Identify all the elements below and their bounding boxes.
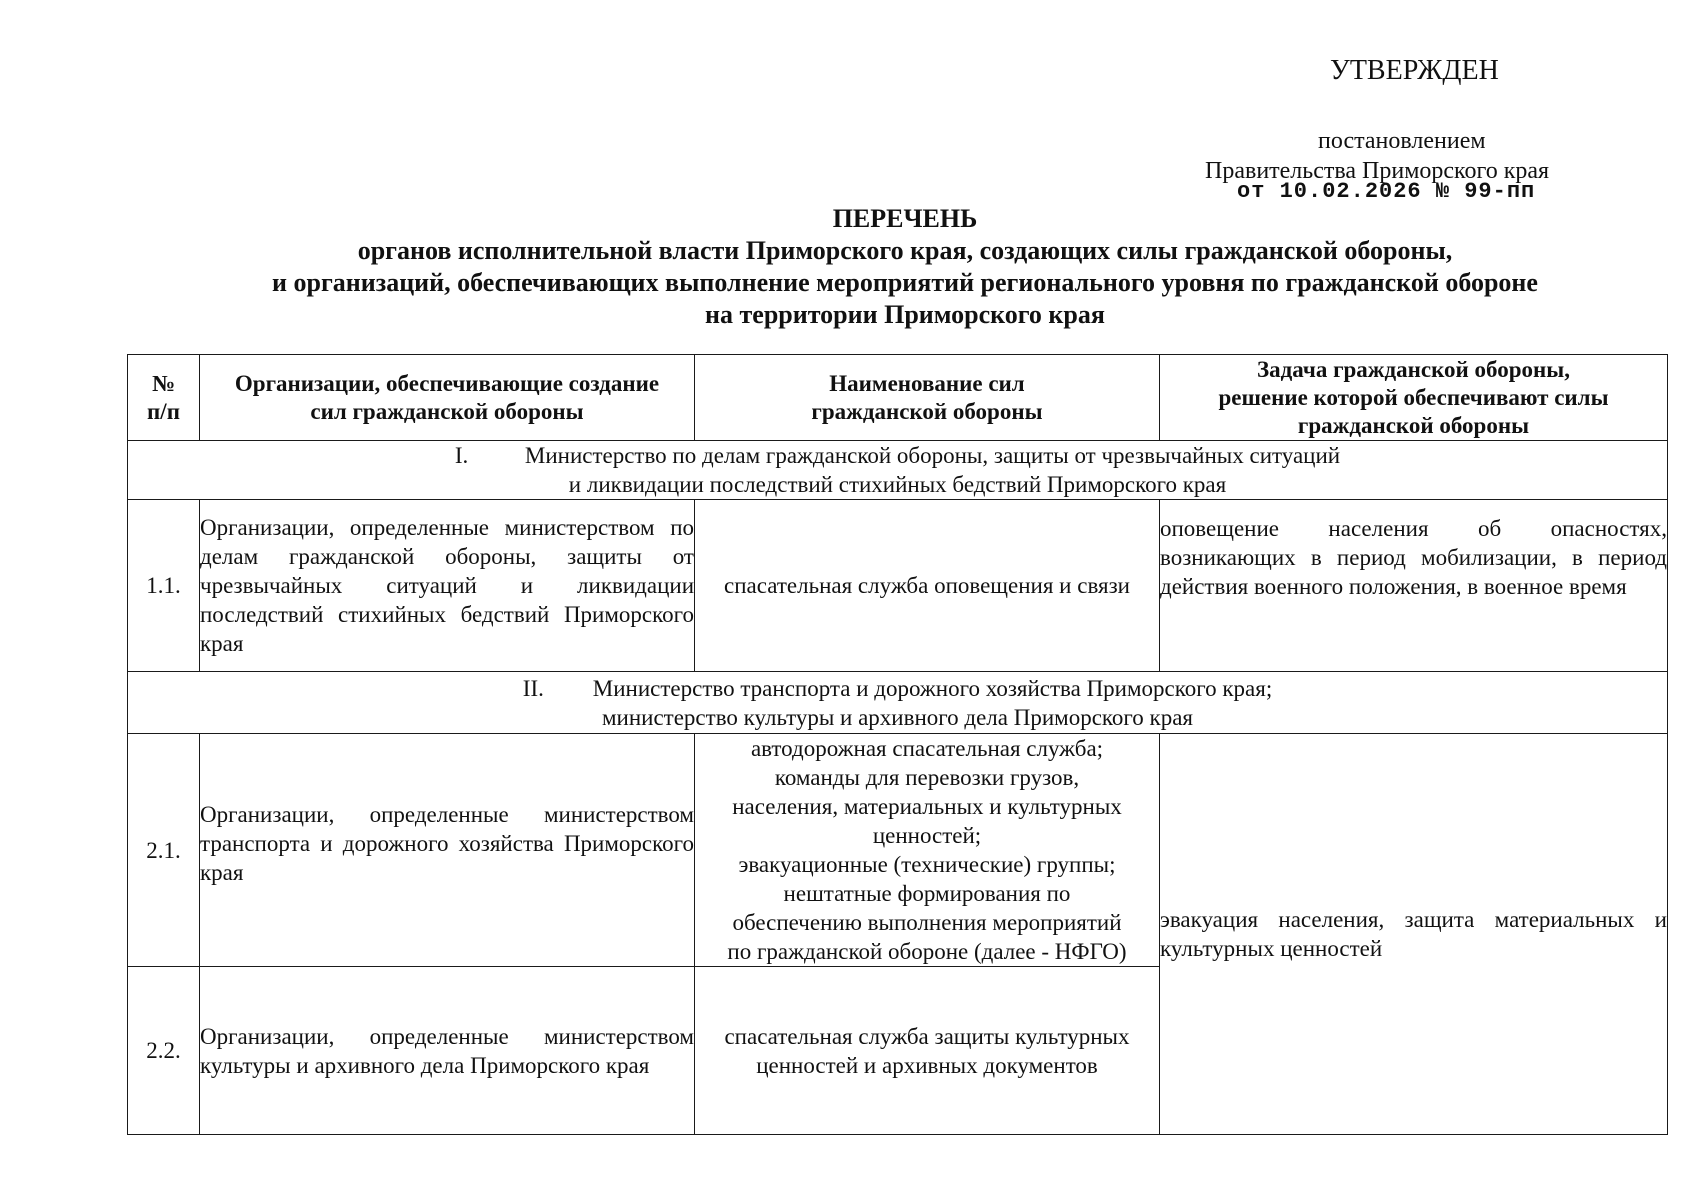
row-forces: автодорожная спасательная служба; команды для перевозки грузов, населения, материальных и культурных ценностей; эвакуационные (технические) группы; нештатные формирования по обеспечению выполнения мероприятий по гражданской обороне (далее - НФГО) [695,734,1160,967]
approval-block [1180,52,1660,204]
section-title: Министерство транспорта и дорожного хозяйства Приморского края; [592,675,1273,701]
title-heading: ПЕРЕЧЕНЬ [832,204,978,233]
section-roman: II. [522,675,544,701]
header-task: Задача гражданской обороны, решение которой обеспечивают силы гражданской обороны [1160,355,1668,441]
section-row [128,441,1668,500]
approval-date-number: от 10.02.2026 № 99-пп [1237,179,1536,204]
section-title: министерство культуры и архивного дела Приморского края [601,704,1193,730]
section-title: и ликвидации последствий стихийных бедствий Приморского края [568,472,1227,497]
row-task: эвакуация населения, защита материальных и культурных ценностей [1160,734,1668,1135]
header-num: № п/п [128,355,200,441]
section-title: Министерство по делам гражданской обороны, защиты от чрезвычайных ситуаций [524,443,1341,468]
title-line: на территории Приморского края [705,300,1105,329]
row-task: оповещение населения об опасностях, возникающих в период мобилизации, в период действия военного положения, в военное время [1160,500,1668,672]
title-line: и организаций, обеспечивающих выполнение мероприятий регионального уровня по гражданской обороне [272,268,1538,297]
header-forces: Наименование сил гражданской обороны [695,355,1160,441]
forces-table [127,354,1668,1135]
section-roman: I. [454,443,469,468]
row-organization: Организации, определенные министерством транспорта и дорожного хозяйства Приморского края [200,734,695,967]
approval-stamp: УТВЕРЖДЕН [1330,55,1499,86]
row-forces: спасательная служба защиты культурных ценностей и архивных документов [695,967,1160,1135]
header-row [128,355,1668,441]
header-org: Организации, обеспечивающие создание сил гражданской обороны [200,355,695,441]
document-title [0,203,1697,331]
row-organization: Организации, определенные министерством по делам гражданской обороны, защиты от чрезвычайных ситуаций и ликвидации последствий стихийных бедствий Приморского края [200,500,695,672]
row-forces: спасательная служба оповещения и связи [695,500,1160,672]
row-number: 1.1. [128,500,200,672]
section-1 [128,441,1668,500]
table-row [128,500,1668,672]
section-row [128,672,1668,734]
row-organization: Организации, определенные министерством культуры и архивного дела Приморского края [200,967,695,1135]
section-2 [128,672,1668,734]
row-number: 2.2. [128,967,200,1135]
approval-by: постановлением [1318,128,1486,154]
table-row [128,734,1668,967]
approval-authority: Правительства Приморского края [1205,158,1550,184]
row-number: 2.1. [128,734,200,967]
title-line: органов исполнительной власти Приморского края, создающих силы гражданской обороны, [357,236,1453,265]
